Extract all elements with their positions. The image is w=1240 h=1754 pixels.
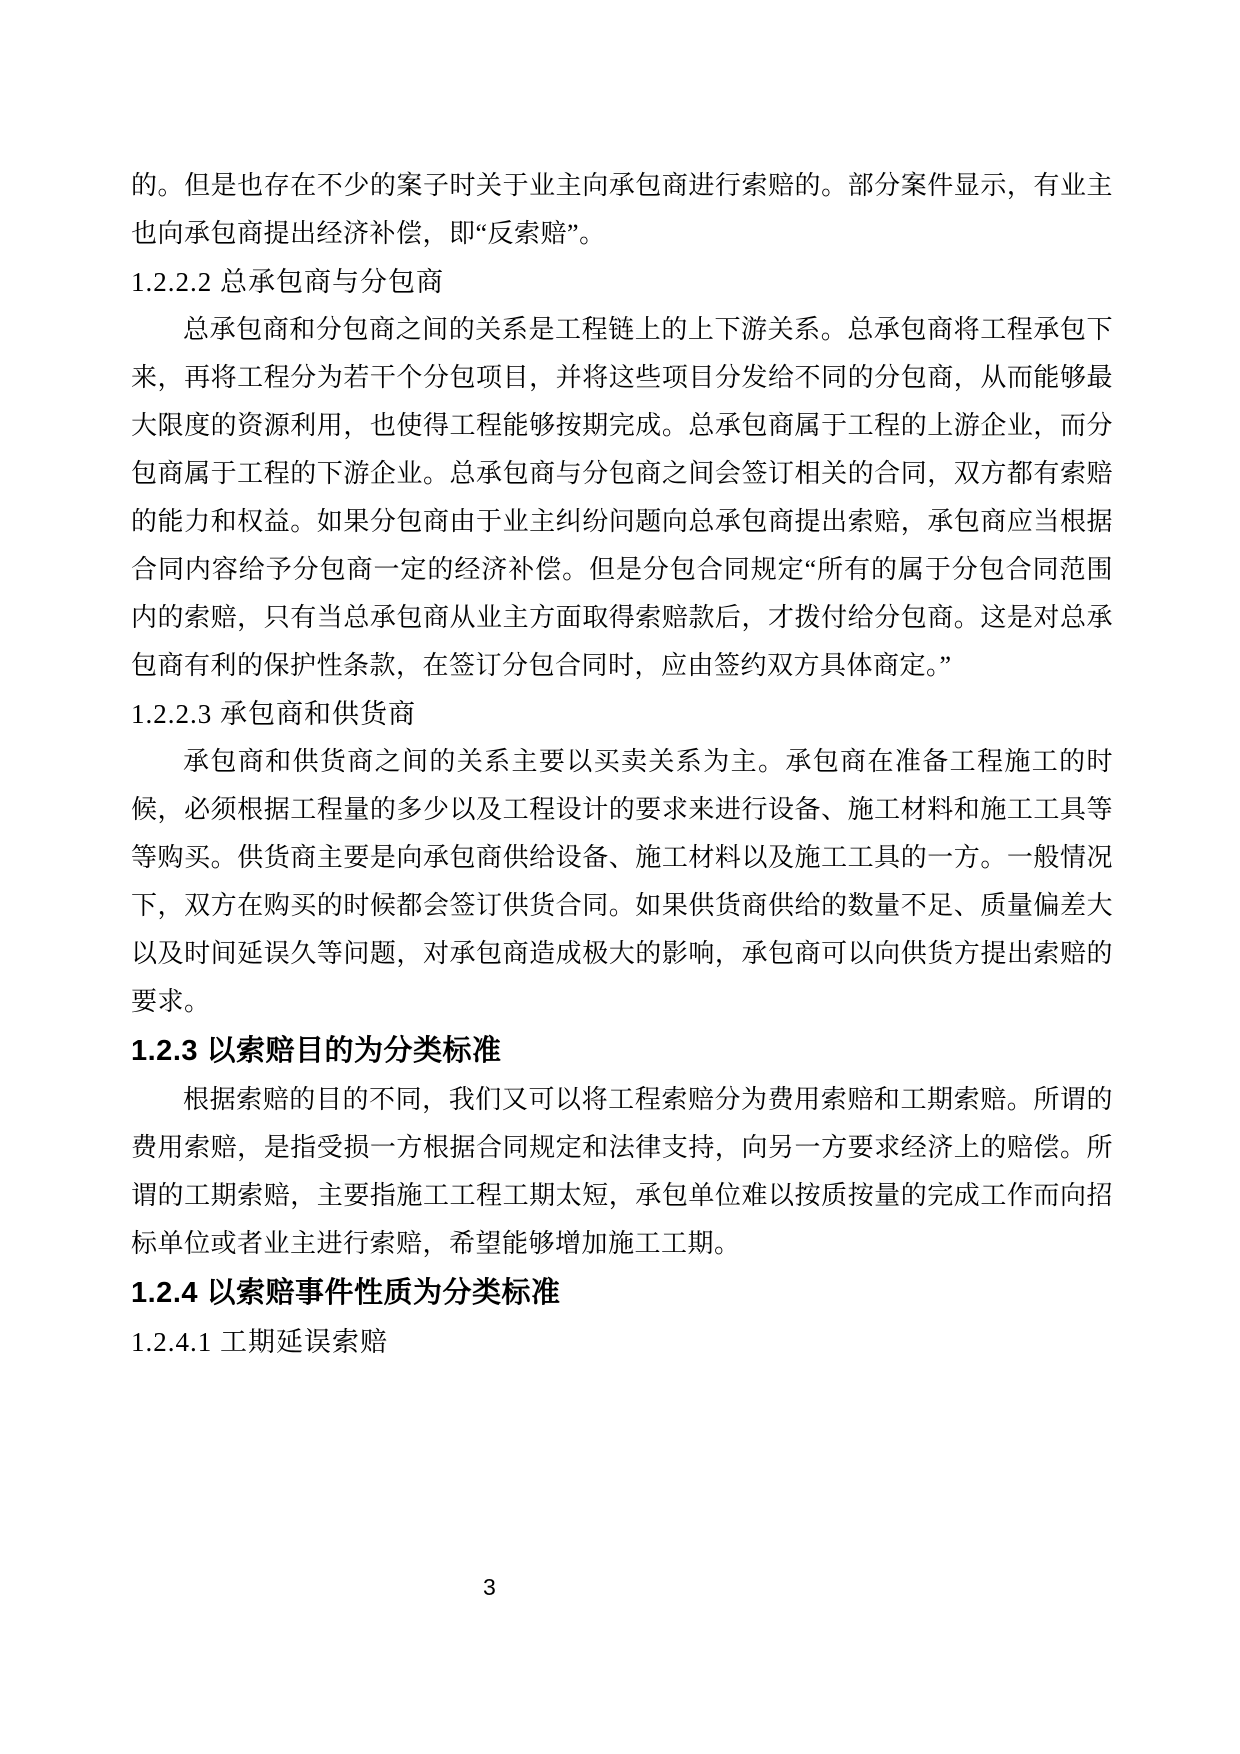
heading-1-2-3-claim-purpose-classification: 1.2.3 以索赔目的为分类标准 (131, 1035, 502, 1067)
page-content (131, 162, 1113, 1366)
paragraph-claim-purpose: 根据索赔的目的不同，我们又可以将工程索赔分为费用索赔和工期索赔。所谓的费用索赔，是指受损一方根据合同规定和法律支持，向另一方要求经济上的赔偿。所谓的工期索赔，主要指施工工程工期太短，承包单位难以按质按量的完成工作而向招标单位或者业主进行索赔，希望能够增加施工工期。 (131, 1085, 1113, 1258)
page-number: 3 (483, 1574, 496, 1600)
heading-1-2-4-claim-event-nature-classification: 1.2.4 以索赔事件性质为分类标准 (131, 1277, 561, 1309)
paragraph-general-contractor-subcontractor: 总承包商和分包商之间的关系是工程链上的上下游关系。总承包商将工程承包下来，再将工程分为若干个分包项目，并将这些项目分发给不同的分包商，从而能够最大限度的资源利用，也使得工程能够按期完成。总承包商属于工程的上游企业，而分包商属于工程的下游企业。总承包商与分包商之间会签订相关的合同，双方都有索赔的能力和权益。如果分包商由于业主纠纷问题向总承包商提出索赔，承包商应当根据合同内容给予分包商一定的经济补偿。但是分包合同规定“所有的属于分包合同范围内的索赔，只有当总承包商从业主方面取得索赔款后，才拨付给分包商。这是对总承包商有利的保护性条款，在签订分包合同时，应由签约双方具体商定。” (131, 315, 1113, 680)
paragraph-contractor-supplier: 承包商和供货商之间的关系主要以买卖关系为主。承包商在准备工程施工的时候，必须根据工程量的多少以及工程设计的要求来进行设备、施工材料和施工工具等等购买。供货商主要是向承包商供给设备、施工材料以及施工工具的一方。一般情况下，双方在购买的时候都会签订供货合同。如果供货商供给的数量不足、质量偏差大以及时间延误久等问题，对承包商造成极大的影响，承包商可以向供货方提出索赔的要求。 (131, 747, 1113, 1016)
heading-1-2-4-1-schedule-delay-claim: 1.2.4.1 工期延误索赔 (131, 1327, 388, 1357)
paragraph-owner-counterclaim: 的。但是也存在不少的案子时关于业主向承包商进行索赔的。部分案件显示，有业主也向承包商提出经济补偿，即“反索赔”。 (131, 171, 1113, 248)
heading-1-2-2-3-contractor-supplier: 1.2.2.3 承包商和供货商 (131, 699, 416, 729)
heading-1-2-2-2-general-contractor-subcontractor: 1.2.2.2 总承包商与分包商 (131, 267, 444, 297)
